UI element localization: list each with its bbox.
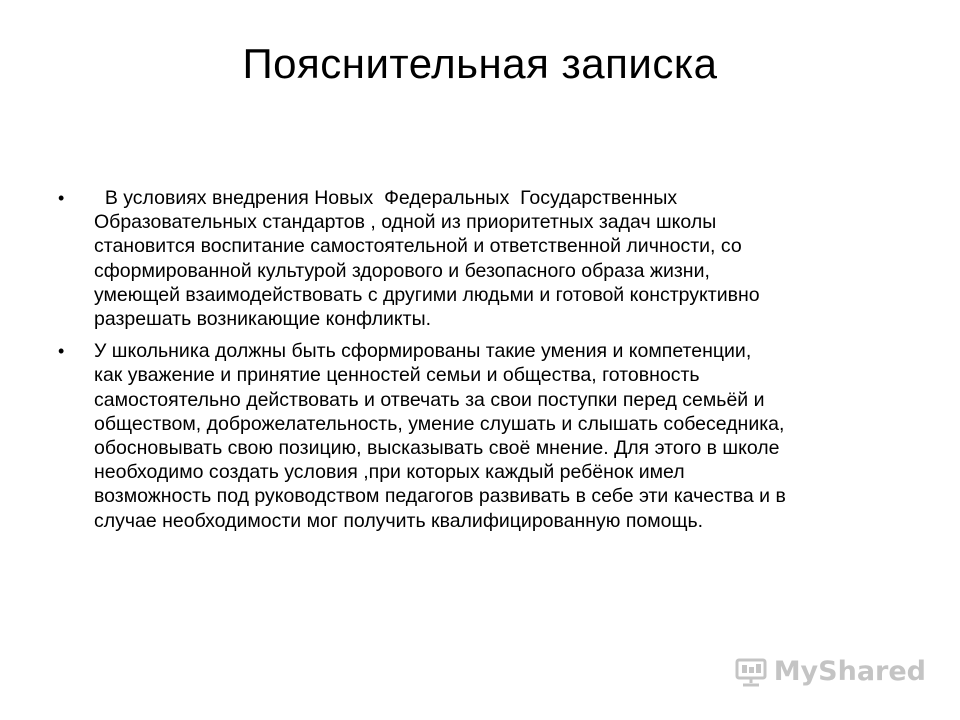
- bullet-text-line: В условиях внедрения Новых Федеральных Государственных: [94, 187, 678, 209]
- bullet-dot: •: [58, 188, 65, 208]
- bullet-list: [58, 186, 908, 541]
- bullet-dot: •: [58, 341, 65, 362]
- slide-title: Пояснительная записка: [242, 40, 718, 87]
- bullet-item: [58, 339, 908, 533]
- bullet-text-line: становится воспитание самостоятельной и ответственной личности, со: [94, 235, 742, 258]
- bullet-text-line: самостоятельно действовать и отвечать за свои поступки перед семьёй и: [94, 388, 765, 411]
- bullet-item: [58, 186, 908, 331]
- presentation-board-icon: [734, 657, 768, 687]
- bullet-text-line: сформированной культурой здорового и безопасного образа жизни,: [94, 259, 710, 282]
- bullet-text-line: необходимо создать условия ,при которых каждый ребёнок имел: [94, 461, 685, 484]
- watermark-text: MyShared: [773, 656, 926, 687]
- bullet-text-line: разрешать возникающие конфликты.: [94, 308, 432, 331]
- bullet-text-line: возможность под руководством педагогов развивать в себе эти качества и в: [94, 485, 786, 508]
- bullet-text-line: У школьника должны быть сформированы такие умения и компетенции,: [94, 340, 752, 363]
- bullet-text-line: как уважение и принятие ценностей семьи и общества, готовность: [94, 364, 700, 387]
- watermark: [734, 656, 926, 687]
- bullet-text-line: случае необходимости мог получить квалифицированную помощь.: [94, 509, 704, 532]
- bullet-text-line: обществом, доброжелательность, умение слушать и слышать собеседника,: [94, 412, 785, 435]
- bullet-text-line: Образовательных стандартов , одной из приоритетных задач школы: [94, 211, 717, 234]
- bullet-text-line: обосновывать свою позицию, высказывать своё мнение. Для этого в школе: [94, 437, 780, 460]
- bullet-text-line: умеющей взаимодействовать с другими людьми и готовой конструктивно: [94, 283, 760, 306]
